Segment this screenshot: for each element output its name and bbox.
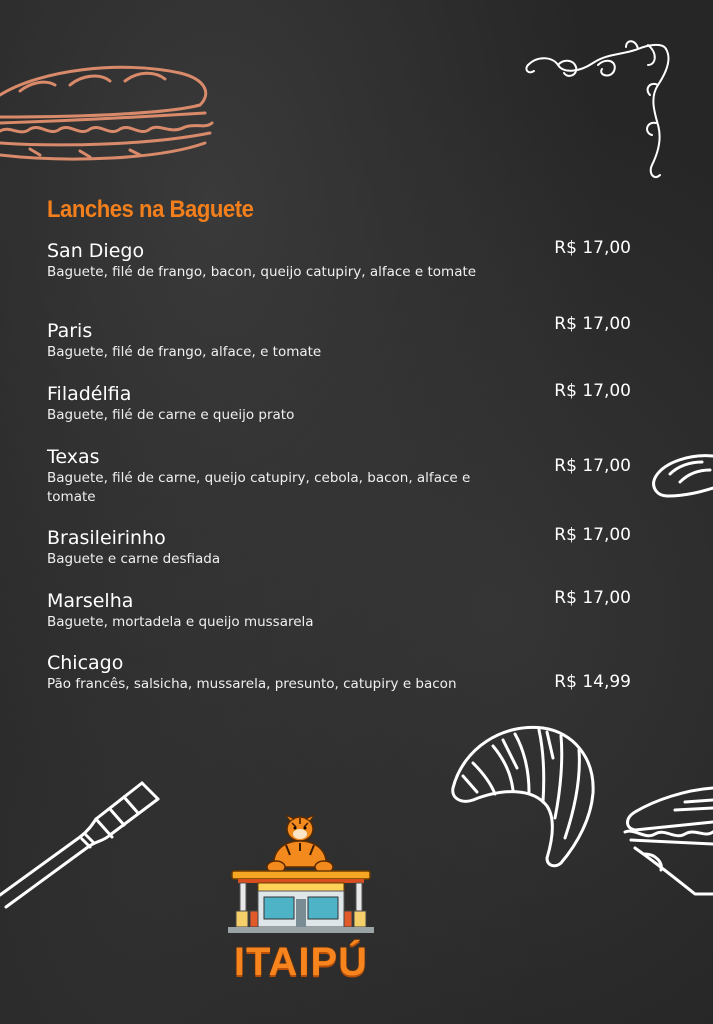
menu-item-marselha	[47, 590, 637, 632]
item-name: Chicago	[47, 652, 124, 674]
baguette-sandwich-icon	[0, 55, 220, 170]
corner-flourish-icon	[518, 35, 678, 185]
item-name: San Diego	[47, 240, 145, 262]
item-name: Texas	[47, 446, 100, 468]
item-price: R$ 14,99	[554, 672, 631, 692]
item-price: R$ 17,00	[554, 456, 631, 476]
croissant-icon	[443, 718, 603, 868]
item-description: Baguete, filé de carne e queijo prato	[47, 407, 295, 423]
item-description: Pão francês, salsicha, mussarela, presunto, catupiry e bacon	[47, 676, 457, 692]
sandwich-icon	[615, 782, 713, 900]
item-description: Baguete e carne desfiada	[47, 551, 221, 567]
item-name: Filadélfia	[47, 383, 132, 405]
item-name: Brasileirinho	[47, 527, 166, 549]
bread-roll-icon	[650, 448, 713, 503]
menu-item-filadelfia	[47, 383, 637, 425]
item-price: R$ 17,00	[554, 525, 631, 545]
menu-item-texas	[47, 446, 637, 507]
fork-icon	[0, 775, 170, 925]
item-description: Baguete, filé de frango, bacon, queijo catupiry, alface e tomate	[47, 264, 477, 280]
item-price: R$ 17,00	[554, 588, 631, 608]
item-name: Paris	[47, 320, 93, 342]
item-price: R$ 17,00	[554, 381, 631, 401]
item-description: Baguete, filé de frango, alface, e tomate	[47, 344, 322, 360]
item-name: Marselha	[47, 590, 134, 612]
menu-item-san-diego	[47, 240, 637, 282]
item-description: Baguete, mortadela e queijo mussarela	[47, 614, 314, 630]
item-price: R$ 17,00	[554, 238, 631, 258]
menu-item-brasileirinho	[47, 527, 637, 569]
section-title: Lanches na Baguete	[47, 196, 254, 223]
tiger-mascot-logo	[228, 815, 374, 940]
item-description: Baguete, filé de carne, queijo catupiry, cebola, bacon, alface e tomate	[47, 470, 471, 505]
brand-name: ITAIPÚ	[233, 940, 369, 984]
menu-item-chicago	[47, 652, 637, 694]
menu-item-paris	[47, 314, 637, 362]
item-price: R$ 17,00	[554, 314, 631, 334]
